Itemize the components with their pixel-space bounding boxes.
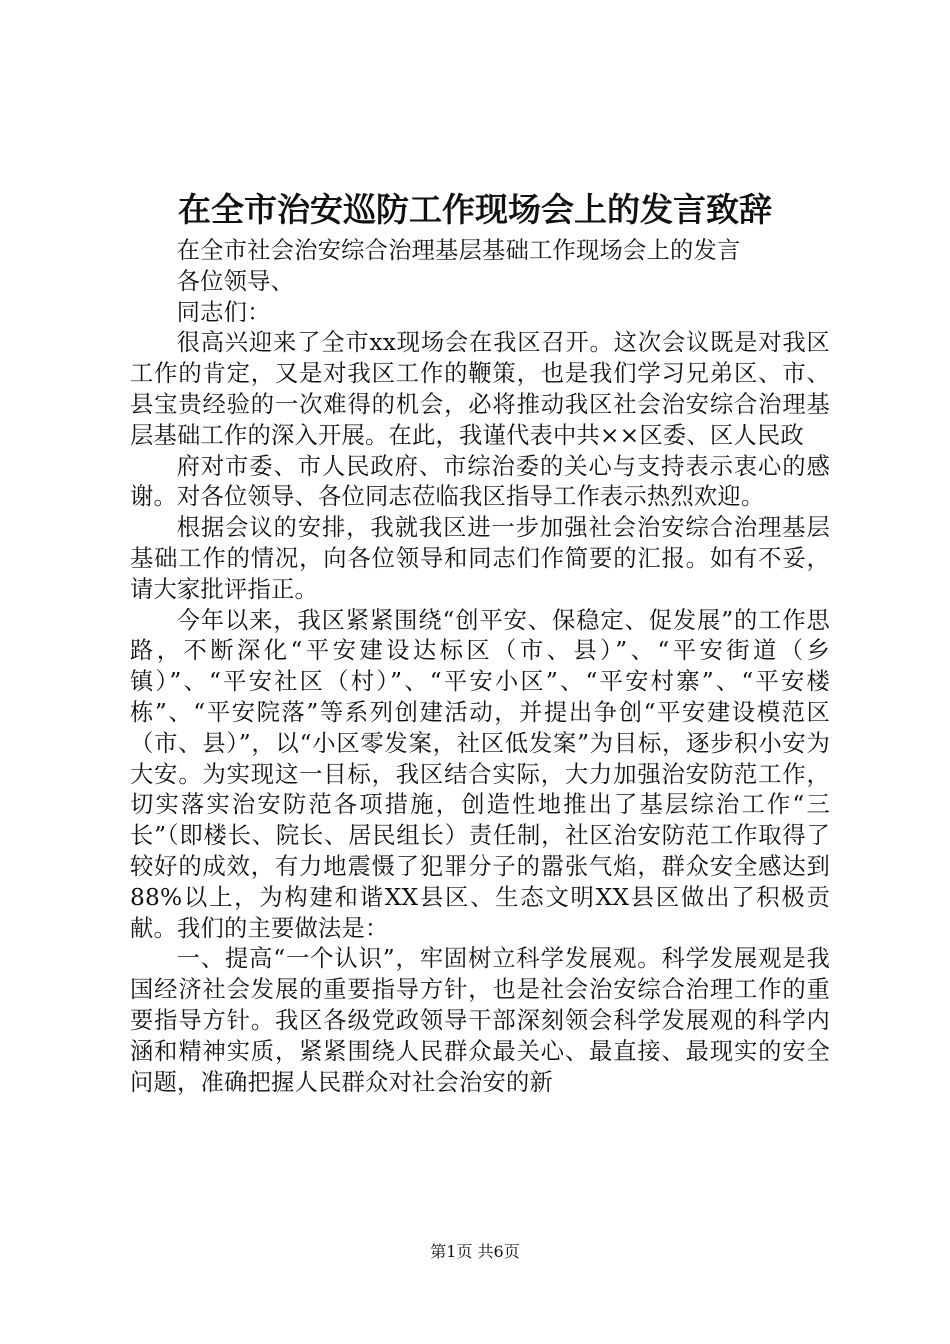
- document-title: 在全市治安巡防工作现场会上的发言致辞: [178, 190, 772, 229]
- paragraph-salutation-2: 同志们：: [176, 298, 271, 326]
- document-body: [130, 236, 830, 1098]
- paragraph-arrangement: 根据会议的安排，我就我区进一步加强社会治安综合治理基层基础工作的情况，向各位领导和同志们作简要的汇报。如有不妥，请大家批评指正。: [130, 514, 830, 603]
- page-footer: 第1页 共6页: [430, 1242, 520, 1261]
- paragraph-overview: 今年以来，我区紧紧围绕“创平安、保稳定、促发展”的工作思路，不断深化“平安建设达标区（市、县）”、“平安街道（乡镇）”、“平安社区（村）”、“平安小区”、“平安村寨”、“平安楼栋”、“平安院落”等系列创建活动，并提出争创“平安建设模范区（市、县）”，以“小区零发案，社区低发案”为目标，逐步积小安为大安。为实现这一目标，我区结合实际，大力加强治安防范工作，切实落实治安防范各项措施，创造性地推出了基层综治工作“三长”（即楼长、院长、居民组长）责任制，社区治安防范工作取得了较好的成效，有力地震慑了犯罪分子的嚣张气焰，群众安全感达到88%以上，为构建和谐XX县区、生态文明XX县区做出了积极贡献。我们的主要做法是：: [130, 606, 830, 942]
- paragraph-point-one: 一、提高“一个认识”，牢固树立科学发展观。科学发展观是我国经济社会发展的重要指导方针，也是社会治安综合治理工作的重要指导方针。我区各级党政领导干部深刻领会科学发展观的科学内涵和精神实质，紧紧围绕人民群众最关心、最直接、最现实的安全问题，准确把握人民群众对社会治安的新: [130, 945, 830, 1096]
- paragraph-subtitle: 在全市社会治安综合治理基层基础工作现场会上的发言: [176, 237, 741, 264]
- paragraph-thanks: 府对市委、市人民政府、市综治委的关心与支持表示衷心的感谢。对各位领导、各位同志莅临我区指导工作表示热烈欢迎。: [130, 452, 830, 511]
- paragraph-salutation-1: 各位领导、: [176, 267, 295, 295]
- paragraph-opening: 很高兴迎来了全市xx现场会在我区召开。这次会议既是对我区工作的肯定，又是对我区工作的鞭策，也是我们学习兄弟区、市、县宝贵经验的一次难得的机会，必将推动我区社会治安综合治理基层基础工作的深入开展。在此，我谨代表中共××区委、区人民政: [130, 329, 830, 449]
